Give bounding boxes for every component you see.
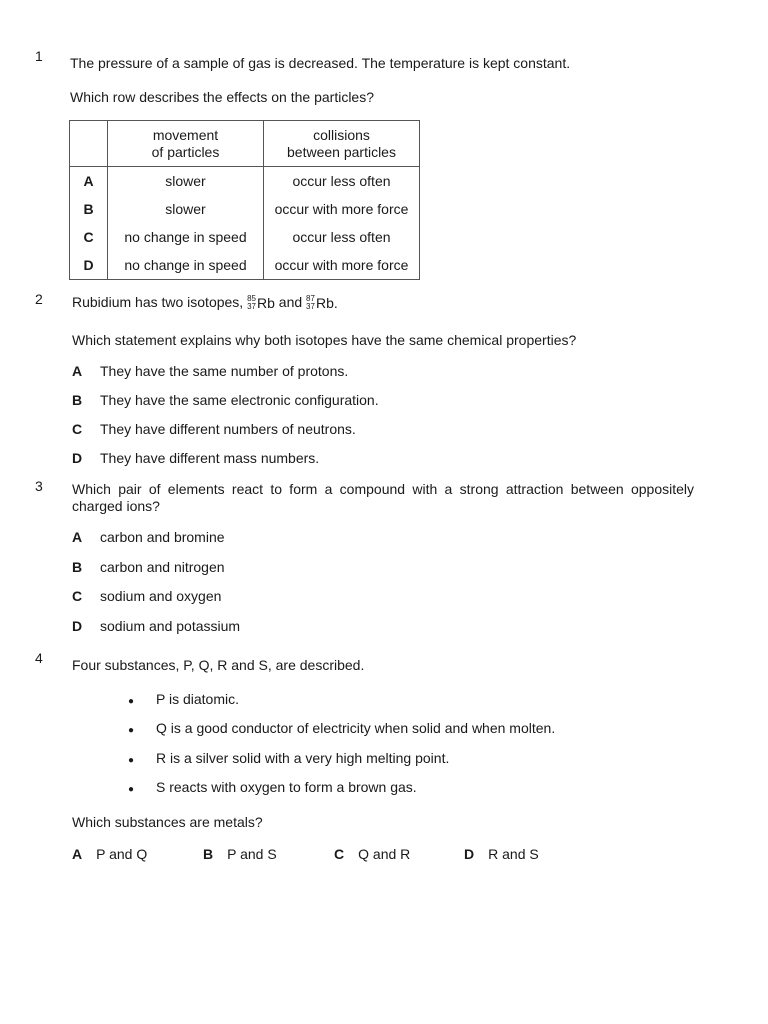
question-4-number: 4	[35, 650, 43, 666]
question-3-option-d[interactable]: D sodium and potassium	[72, 618, 241, 634]
bullet-item: ● R is a silver solid with a very high melting point.	[128, 750, 450, 766]
row-movement: slower	[108, 195, 264, 223]
question-4-option-b[interactable]: B P and S	[203, 846, 277, 862]
table-row[interactable]	[70, 195, 420, 223]
question-2-number: 2	[35, 291, 43, 307]
row-movement: slower	[108, 167, 264, 196]
row-collisions: occur with more force	[264, 195, 420, 223]
question-4-prompt: Which substances are metals?	[72, 814, 263, 830]
row-movement: no change in speed	[108, 251, 264, 280]
table-header-row	[70, 121, 420, 167]
question-4-stem: Four substances, P, Q, R and S, are described.	[72, 657, 365, 673]
question-3-stem-line1: Which pair of elements react to form a compound with a strong attraction between oppositely	[72, 481, 694, 497]
question-3-option-b[interactable]: B carbon and nitrogen	[72, 559, 225, 575]
row-movement: no change in speed	[108, 223, 264, 251]
bullet-item: ● P is diatomic.	[128, 691, 239, 707]
question-3-option-a[interactable]: A carbon and bromine	[72, 529, 225, 545]
question-4-option-d[interactable]: D R and S	[464, 846, 539, 862]
table-row[interactable]	[70, 223, 420, 251]
row-letter: D	[70, 251, 108, 280]
row-collisions: occur less often	[264, 223, 420, 251]
question-2-option-d[interactable]: D They have different mass numbers.	[72, 450, 320, 466]
question-1-table	[69, 120, 420, 280]
question-2-prompt: Which statement explains why both isotopes have the same chemical properties?	[72, 332, 577, 348]
table-header-collisions: collisions between particles	[264, 121, 420, 167]
row-letter: B	[70, 195, 108, 223]
row-collisions: occur less often	[264, 167, 420, 196]
table-row[interactable]	[70, 251, 420, 280]
row-collisions: occur with more force	[264, 251, 420, 280]
isotope-85: 85 37 Rb	[247, 294, 275, 312]
question-1-number: 1	[35, 48, 43, 64]
question-2-stem	[72, 294, 338, 312]
stem-and: and	[278, 294, 303, 310]
question-1-stem: The pressure of a sample of gas is decreased. The temperature is kept constant.	[70, 55, 571, 71]
row-letter: A	[70, 167, 108, 196]
bullet-item: ● Q is a good conductor of electricity when solid and when molten.	[128, 720, 556, 736]
question-2-option-a[interactable]: A They have the same number of protons.	[72, 363, 349, 379]
question-3-option-c[interactable]: C sodium and oxygen	[72, 588, 222, 604]
stem-prefix: Rubidium has two isotopes,	[72, 294, 244, 310]
question-3-number: 3	[35, 478, 43, 494]
question-4-option-c[interactable]: C Q and R	[334, 846, 411, 862]
table-header-movement: movement of particles	[108, 121, 264, 167]
question-2-option-b[interactable]: B They have the same electronic configuration.	[72, 392, 379, 408]
bullet-item: ● S reacts with oxygen to form a brown gas.	[128, 779, 417, 795]
row-letter: C	[70, 223, 108, 251]
question-1-prompt: Which row describes the effects on the particles?	[70, 89, 375, 105]
isotope-87: 87 37 Rb.	[306, 294, 338, 312]
table-row[interactable]	[70, 167, 420, 196]
question-4-option-a[interactable]: A P and Q	[72, 846, 148, 862]
question-2-option-c[interactable]: C They have different numbers of neutrons.	[72, 421, 356, 437]
table-header-blank	[70, 121, 108, 167]
question-3-stem-line2: charged ions?	[72, 498, 160, 514]
